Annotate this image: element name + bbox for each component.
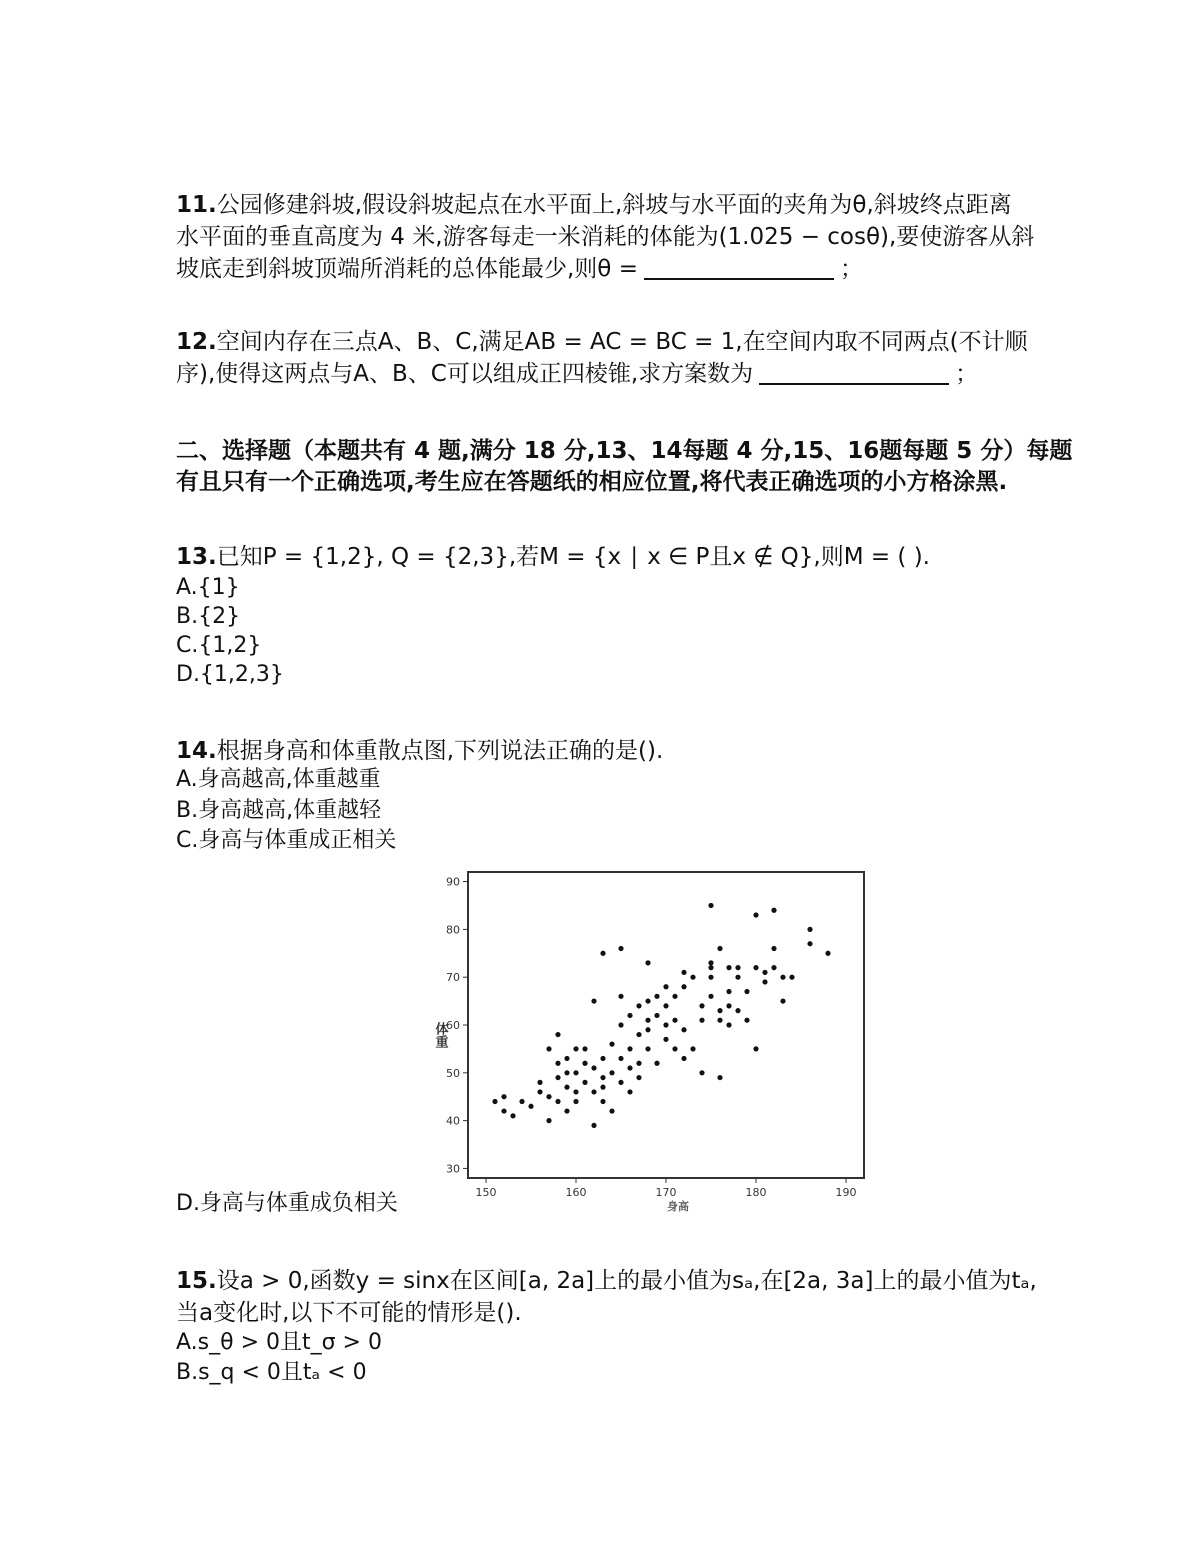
scatter-point: [636, 1032, 641, 1037]
q15-number: 15.: [176, 1268, 217, 1294]
q13-option-b[interactable]: B.{2}: [176, 604, 241, 629]
scatter-point: [780, 975, 785, 980]
q12-line1: [176, 327, 1028, 357]
scatter-point: [528, 1104, 533, 1109]
scatter-point: [699, 1018, 704, 1023]
scatter-point: [672, 1018, 677, 1023]
q11-text3: 坡底走到斜坡顶端所消耗的总体能最少,则θ =: [176, 256, 638, 282]
scatter-point: [501, 1094, 506, 1099]
scatter-point: [780, 998, 785, 1003]
scatter-point: [636, 1075, 641, 1080]
scatter-point: [681, 1056, 686, 1061]
scatter-point: [654, 1013, 659, 1018]
y-tick-label: 90: [446, 875, 460, 889]
q12-line2: [176, 359, 978, 389]
scatter-point: [645, 1018, 650, 1023]
q13-option-a[interactable]: A.{1}: [176, 575, 240, 600]
q14-stem: 根据身高和体重散点图,下列说法正确的是().: [216, 738, 664, 764]
scatter-point: [654, 1061, 659, 1066]
scatter-point: [510, 1113, 515, 1118]
scatter-point: [591, 998, 596, 1003]
q14-stem-line: [176, 736, 663, 766]
scatter-point: [573, 1070, 578, 1075]
scatter-point: [744, 1018, 749, 1023]
q12-text1: 空间内存在三点A、B、C,满足AB = AC = BC = 1,在空间内取不同两点(不计顺: [216, 329, 1028, 355]
scatter-point: [564, 1070, 569, 1075]
scatter-point: [492, 1099, 497, 1104]
scatter-point: [618, 994, 623, 999]
scatter-point: [708, 903, 713, 908]
scatter-point: [546, 1046, 551, 1051]
scatter-point: [690, 975, 695, 980]
scatter-point: [627, 1013, 632, 1018]
scatter-point: [501, 1108, 506, 1113]
scatter-point: [807, 927, 812, 932]
q14-option-a[interactable]: A.身高越高,体重越重: [176, 767, 381, 792]
y-tick-label: 70: [446, 971, 460, 985]
scatter-point: [762, 979, 767, 984]
q13-option-c[interactable]: C.{1,2}: [176, 633, 262, 658]
scatter-point: [609, 1042, 614, 1047]
q15-option-b[interactable]: B.s_q < 0且tₐ < 0: [176, 1360, 367, 1385]
scatter-point: [519, 1099, 524, 1104]
x-tick-label: 160: [565, 1186, 587, 1199]
scatter-point: [591, 1123, 596, 1128]
scatter-point: [591, 1065, 596, 1070]
scatter-point: [573, 1099, 578, 1104]
scatter-point: [663, 1003, 668, 1008]
scatter-point: [618, 1022, 623, 1027]
q11-semicolon: ；: [839, 256, 863, 282]
scatter-point: [753, 912, 758, 917]
scatter-point: [771, 908, 776, 913]
q11-number: 11.: [176, 192, 217, 218]
scatter-point: [762, 970, 767, 975]
scatter-point: [627, 1065, 632, 1070]
q14-option-d[interactable]: D.身高与体重成负相关: [176, 1191, 398, 1216]
height-weight-scatter-chart: [420, 862, 880, 1217]
q13-option-d[interactable]: D.{1,2,3}: [176, 662, 284, 687]
scatter-point: [618, 1080, 623, 1085]
y-axis-label: 体重: [432, 1022, 448, 1048]
y-tick-label: 30: [446, 1162, 460, 1176]
scatter-point: [573, 1046, 578, 1051]
q13-stem-line: [176, 542, 930, 572]
scatter-point: [735, 975, 740, 980]
q15-line1: [176, 1266, 1037, 1296]
q11-line3: [176, 254, 863, 284]
scatter-point: [735, 1008, 740, 1013]
scatter-point: [708, 975, 713, 980]
scatter-point: [699, 1003, 704, 1008]
q12-text2: 序),使得这两点与A、B、C可以组成正四棱锥,求方案数为: [176, 361, 754, 387]
scatter-point: [573, 1089, 578, 1094]
scatter-point: [555, 1099, 560, 1104]
scatter-point: [600, 1085, 605, 1090]
scatter-point: [744, 989, 749, 994]
scatter-point: [753, 965, 758, 970]
scatter-point: [564, 1108, 569, 1113]
scatter-point: [717, 1018, 722, 1023]
scatter-point: [609, 1070, 614, 1075]
scatter-point: [672, 1046, 677, 1051]
q14-option-c[interactable]: C.身高与体重成正相关: [176, 828, 397, 853]
scatter-point: [555, 1032, 560, 1037]
scatter-point: [708, 965, 713, 970]
scatter-point: [618, 946, 623, 951]
q14-number: 14.: [176, 738, 217, 764]
q12-answer-blank[interactable]: [759, 361, 949, 385]
x-tick-label: 180: [745, 1186, 767, 1199]
scatter-point: [825, 951, 830, 956]
scatter-point: [771, 946, 776, 951]
y-tick-label: 60: [446, 1019, 460, 1032]
scatter-point: [618, 1056, 623, 1061]
scatter-point: [807, 941, 812, 946]
scatter-point: [600, 1056, 605, 1061]
scatter-point: [654, 994, 659, 999]
y-tick-label: 40: [446, 1114, 460, 1128]
scatter-point: [555, 1061, 560, 1066]
scatter-point: [753, 1046, 758, 1051]
scatter-point: [636, 1003, 641, 1008]
q15-option-a[interactable]: A.s_θ > 0且t_σ > 0: [176, 1330, 382, 1355]
x-axis-label: 身高: [667, 1200, 689, 1213]
q11-line2: 水平面的垂直高度为 4 米,游客每走一米消耗的体能为(1.025 − cosθ),要使游客从斜: [176, 224, 1035, 250]
scatter-point: [663, 1022, 668, 1027]
q12-semicolon: ；: [955, 361, 979, 387]
scatter-point: [726, 965, 731, 970]
q15-text1: 设a > 0,函数y = sinx在区间[a, 2a]上的最小值为sₐ,在[2a, 3a]上的最小值为tₐ,: [216, 1268, 1037, 1294]
scatter-point: [708, 960, 713, 965]
y-axis-ticks: [446, 876, 468, 1176]
scatter-point: [717, 946, 722, 951]
scatter-point: [726, 1003, 731, 1008]
y-tick-label: 80: [446, 923, 460, 937]
scatter-point: [645, 998, 650, 1003]
scatter-point: [726, 989, 731, 994]
scatter-point: [546, 1094, 551, 1099]
scatter-point: [699, 1070, 704, 1075]
section2-heading-line2: 有且只有一个正确选项,考生应在答题纸的相应位置,将代表正确选项的小方格涂黑.: [176, 469, 1008, 495]
x-tick-label: 170: [655, 1186, 677, 1199]
scatter-point: [600, 1099, 605, 1104]
scatter-point: [555, 1075, 560, 1080]
q12-number: 12.: [176, 329, 217, 355]
x-tick-label: 150: [475, 1186, 497, 1199]
scatter-point: [789, 975, 794, 980]
q11-text1: 公园修建斜坡,假设斜坡起点在水平面上,斜坡与水平面的夹角为θ,斜坡终点距离: [216, 192, 1012, 218]
scatter-point: [663, 984, 668, 989]
scatter-point: [663, 1037, 668, 1042]
scatter-point: [582, 1080, 587, 1085]
q14-option-b[interactable]: B.身高越高,体重越轻: [176, 798, 382, 823]
scatter-point: [708, 994, 713, 999]
scatter-point: [627, 1046, 632, 1051]
q11-line1: [176, 190, 1012, 220]
q11-answer-blank[interactable]: [644, 256, 834, 280]
scatter-point: [600, 951, 605, 956]
scatter-point: [636, 1061, 641, 1066]
scatter-point: [582, 1061, 587, 1066]
scatter-point: [735, 965, 740, 970]
scatter-point: [537, 1080, 542, 1085]
section2-heading-line1: 二、选择题（本题共有 4 题,满分 18 分,13、14每题 4 分,15、16题每题 5 分）每题: [176, 438, 1073, 464]
scatter-point: [546, 1118, 551, 1123]
q15-line2: 当a变化时,以下不可能的情形是().: [176, 1300, 522, 1326]
scatter-point: [564, 1085, 569, 1090]
x-tick-label: 190: [835, 1186, 857, 1199]
scatter-point: [690, 1046, 695, 1051]
scatter-point: [627, 1089, 632, 1094]
q13-number: 13.: [176, 544, 217, 570]
scatter-point: [591, 1089, 596, 1094]
scatter-point: [672, 994, 677, 999]
scatter-point: [681, 984, 686, 989]
scatter-point: [645, 960, 650, 965]
scatter-point: [600, 1075, 605, 1080]
x-axis-ticks: [476, 1178, 857, 1199]
y-tick-label: 50: [446, 1066, 460, 1080]
scatter-point: [717, 1075, 722, 1080]
scatter-point: [609, 1108, 614, 1113]
scatter-point: [771, 965, 776, 970]
scatter-point: [681, 1027, 686, 1032]
q13-stem: 已知P = {1,2}, Q = {2,3},若M = {x ∣ x ∈ P且x ∉ Q},则M = ( ).: [216, 544, 930, 570]
scatter-point: [717, 1008, 722, 1013]
scatter-point: [681, 970, 686, 975]
scatter-point: [645, 1027, 650, 1032]
scatter-point: [645, 1046, 650, 1051]
scatter-point: [537, 1089, 542, 1094]
scatter-point: [726, 1022, 731, 1027]
scatter-point: [582, 1046, 587, 1051]
scatter-point: [564, 1056, 569, 1061]
